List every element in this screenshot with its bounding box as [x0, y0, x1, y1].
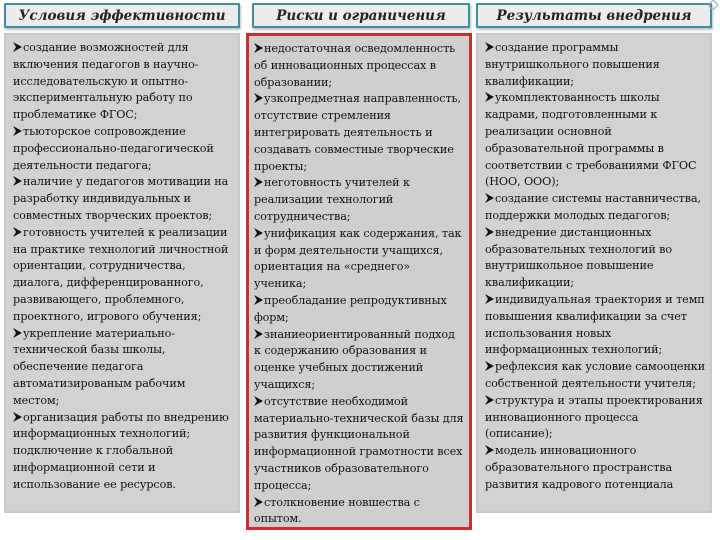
list-item: [254, 41, 465, 91]
arrow-bullet-icon: [13, 226, 22, 236]
list-item: [485, 292, 706, 359]
list-item-text: наличие у педагогов мотивации на разработку индивидуальных и совместных творческих проектов;: [13, 175, 229, 222]
list-item-text: отсутствие необходимой материально-технической базы для развития функциональной информационной грамотности всех участников образовательного процесса;: [254, 394, 464, 492]
arrow-bullet-icon: [254, 395, 263, 405]
list-item-text: создание программы внутришкольного повышения квалификации;: [485, 41, 660, 88]
list-item: [485, 40, 706, 90]
list-item-text: рефлексия как условие самооценки собственной деятельности учителя;: [485, 360, 706, 390]
list-item: [485, 393, 706, 443]
arrow-bullet-icon: [254, 42, 263, 52]
list-item-text: готовность учителей к реализации на практике технологий личностной ориентации, сотрудничества, диалога, дифференцированного, развивающего, проблемного, проектного, игрового обучения;: [13, 225, 229, 323]
bullet-list: [254, 41, 465, 528]
arrow-bullet-icon: [485, 293, 494, 303]
bullet-list: [13, 40, 234, 494]
list-item-text: создание возможностей для включения педагогов в научно-исследовательскую и опытно-экспериментальную работу по проблематике ФГОС;: [13, 41, 199, 122]
arrow-bullet-icon: [485, 91, 494, 101]
list-item: [485, 90, 706, 191]
column-body: [476, 33, 712, 513]
list-item: [485, 443, 706, 493]
list-item-text: укрепление материально-технической базы школы, обеспечение педагога автоматизированым рабочим местом;: [13, 326, 186, 407]
list-item: [13, 410, 234, 494]
list-item-text: узкопредметная направленность, отсутствие стремления интегрировать деятельность и создавать совместные творческие проекты;: [254, 92, 461, 173]
column-header: Условия эффективности: [4, 3, 240, 28]
list-item-text: столкновение новшества с опытом.: [254, 495, 420, 526]
arrow-bullet-icon: [13, 411, 22, 421]
arrow-bullet-icon: [485, 226, 494, 236]
list-item: [254, 495, 465, 529]
arrow-bullet-icon: [254, 227, 263, 237]
list-item-text: организация работы по внедрению информационных технологий; подключение к глобальной информационной сети и использование ее ресурсов.: [13, 410, 229, 491]
arrow-bullet-icon: [485, 360, 494, 370]
list-item: [254, 394, 465, 495]
arrow-bullet-icon: [485, 41, 494, 51]
list-item-text: индивидуальная траектория и темп повышения квалификации за счет использования новых информационных технологий;: [485, 292, 705, 357]
list-item-text: унификация как содержания, так и форм деятельности учащихся, ориентация на «среднего» ученика;: [254, 226, 462, 291]
column-body: [246, 33, 472, 530]
bullet-list: [485, 40, 706, 494]
column-header: Результаты внедрения: [476, 3, 712, 28]
list-item-text: создание системы наставничества, поддержки молодых педагогов;: [485, 192, 701, 222]
list-item-text: преобладание репродуктивных форм;: [254, 293, 447, 324]
list-item-text: неготовность учителей к реализации технологий сотрудничества;: [254, 176, 410, 223]
diamond-icon: [708, 0, 718, 10]
arrow-bullet-icon: [485, 394, 494, 404]
list-item: [254, 175, 465, 225]
list-item-text: структура и этапы проектирования инновационного процесса (описание);: [485, 393, 703, 441]
column-header: Риски и ограничения: [252, 3, 470, 28]
arrow-bullet-icon: [13, 125, 22, 135]
arrow-bullet-icon: [254, 176, 263, 186]
list-item: [13, 326, 234, 410]
arrow-bullet-icon: [13, 175, 22, 185]
arrow-bullet-icon: [254, 328, 263, 338]
list-item: [485, 225, 706, 292]
arrow-bullet-icon: [254, 92, 263, 102]
column-body: [4, 33, 240, 513]
arrow-bullet-icon: [254, 496, 263, 506]
arrow-bullet-icon: [13, 41, 22, 51]
list-item: [13, 225, 234, 326]
list-item-text: укомплектованность школы кадрами, подготовленными к реализации основной образовательной программы в соответствии с требованиями ФГОС (НОО, ООО);: [485, 91, 697, 189]
list-item-text: внедрение дистанционных образовательных технологий во внутришкольное повышение квалификации;: [485, 225, 672, 290]
list-item-text: знаниеориентированный подход к содержанию образования и оценке учебных достижений учащихся;: [254, 327, 455, 391]
arrow-bullet-icon: [13, 327, 22, 337]
arrow-bullet-icon: [485, 444, 494, 454]
list-item-text: модель инновационного образовательного пространства развития кадрового потенциала: [485, 444, 674, 491]
arrow-bullet-icon: [254, 294, 263, 304]
list-item-text: недостаточная осведомленность об инновационных процессах в образовании;: [254, 42, 456, 89]
arrow-bullet-icon: [485, 192, 494, 202]
list-item: [254, 327, 465, 394]
list-item: [485, 359, 706, 393]
list-item: [254, 293, 465, 327]
list-item-text: тьюторское сопровождение профессионально-педагогической деятельности педагога;: [13, 124, 214, 172]
list-item: [13, 174, 234, 224]
list-item: [254, 91, 465, 175]
list-item: [13, 40, 234, 124]
list-item: [13, 124, 234, 174]
list-item: [485, 191, 706, 225]
list-item: [254, 226, 465, 293]
